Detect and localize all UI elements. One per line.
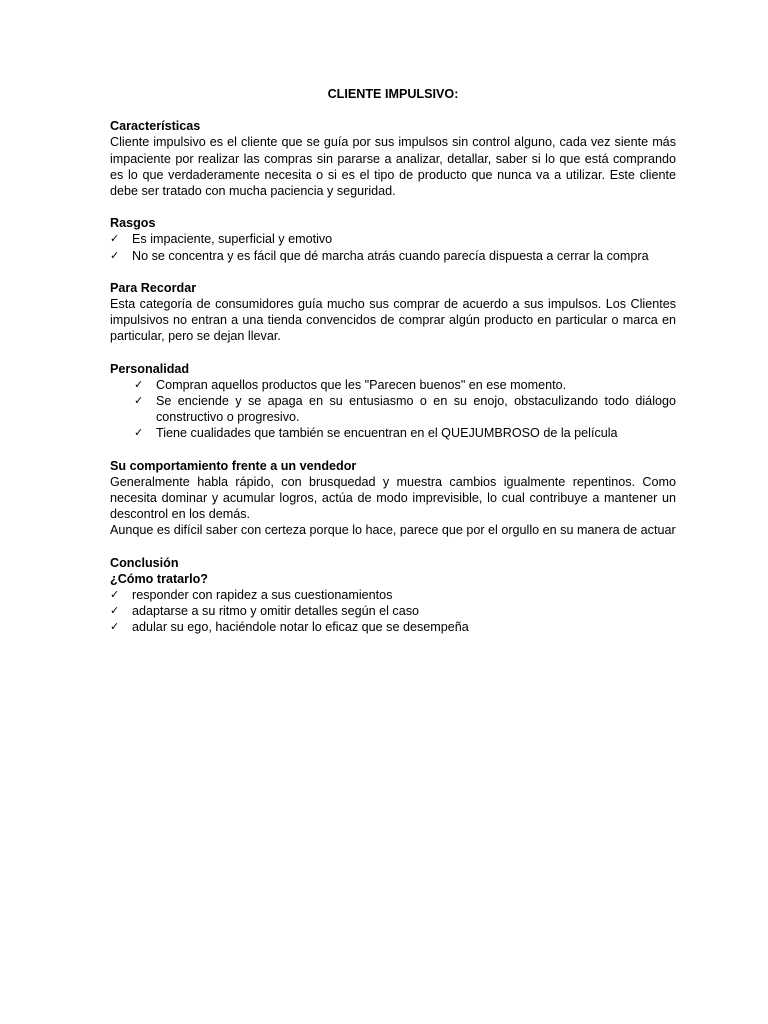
list-item-text: Es impaciente, superficial y emotivo (132, 232, 333, 247)
list-item (110, 231, 676, 247)
section-paragraph: Aunque es difícil saber con certeza porque lo hace, parece que por el orgullo en su manera de actuar (110, 523, 676, 538)
section-para-recordar (110, 280, 676, 345)
section-paragraph: Esta categoría de consumidores guía mucho sus comprar de acuerdo a sus impulsos. Los Clientes impulsivos no entran a una tienda convencidos de comprar algún producto en particular o marca en particular, pero se dejan llevar. (110, 297, 676, 344)
list-item-text: adaptarse a su ritmo y omitir detalles según el caso (132, 604, 419, 619)
list-item (110, 393, 676, 425)
section-subheading: ¿Cómo tratarlo? (110, 571, 208, 586)
checkmark-icon: ✓ (134, 394, 144, 408)
list-item (110, 377, 676, 393)
list-item (110, 248, 676, 264)
section-heading: Rasgos (110, 216, 156, 231)
list-item-text: Se enciende y se apaga en su entusiasmo o en su enojo, obstaculizando todo diálogo constructivo o progresivo. (156, 394, 676, 425)
section-personalidad (110, 361, 676, 442)
section-caracteristicas (110, 118, 676, 199)
section-heading: Personalidad (110, 361, 190, 376)
checklist (110, 231, 676, 263)
section-conclusion (110, 555, 676, 636)
checkmark-icon: ✓ (110, 248, 120, 262)
document-body (110, 86, 676, 652)
page-title: CLIENTE IMPULSIVO: (327, 87, 459, 101)
checklist (110, 587, 676, 636)
list-item-text: Tiene cualidades que también se encuentran en el QUEJUMBROSO de la película (156, 426, 618, 441)
list-item-text: adular su ego, haciéndole notar lo eficaz que se desempeña (132, 620, 469, 635)
section-heading: Para Recordar (110, 280, 197, 295)
list-item (110, 619, 676, 635)
section-paragraph: Cliente impulsivo es el cliente que se guía por sus impulsos sin control alguno, cada vez siente más impaciente por realizar las compras sin pararse a analizar, detallar, saber si lo que está comprando es lo que verdaderamente necesita o si es el tipo de producto que nunca va a utilizar. Este cliente debe ser tratado con mucha paciencia y seguridad. (110, 135, 676, 199)
section-heading: Conclusión (110, 555, 179, 570)
checkmark-icon: ✓ (134, 426, 144, 440)
list-item-text: Compran aquellos productos que les "Parecen buenos" en ese momento. (156, 377, 567, 392)
section-rasgos (110, 215, 676, 264)
list-item (110, 587, 676, 603)
checkmark-icon: ✓ (110, 620, 120, 634)
section-heading: Su comportamiento frente a un vendedor (110, 458, 357, 473)
checklist (110, 377, 676, 442)
list-item (110, 603, 676, 619)
list-item (110, 425, 676, 441)
list-item-text: No se concentra y es fácil que dé marcha atrás cuando parecía dispuesta a cerrar la compra (132, 248, 649, 263)
checkmark-icon: ✓ (110, 232, 120, 246)
section-comportamiento (110, 458, 676, 539)
section-heading: Características (110, 119, 201, 134)
section-paragraph: Generalmente habla rápido, con brusquedad y muestra cambios igualmente repentinos. Como necesita dominar y acumular logros, actúa de modo imprevisible, lo cual contribuye a mantener un descontrol en los demás. (110, 474, 676, 522)
checkmark-icon: ✓ (110, 588, 120, 602)
list-item-text: responder con rapidez a sus cuestionamientos (132, 588, 393, 603)
checkmark-icon: ✓ (110, 604, 120, 618)
checkmark-icon: ✓ (134, 377, 144, 391)
